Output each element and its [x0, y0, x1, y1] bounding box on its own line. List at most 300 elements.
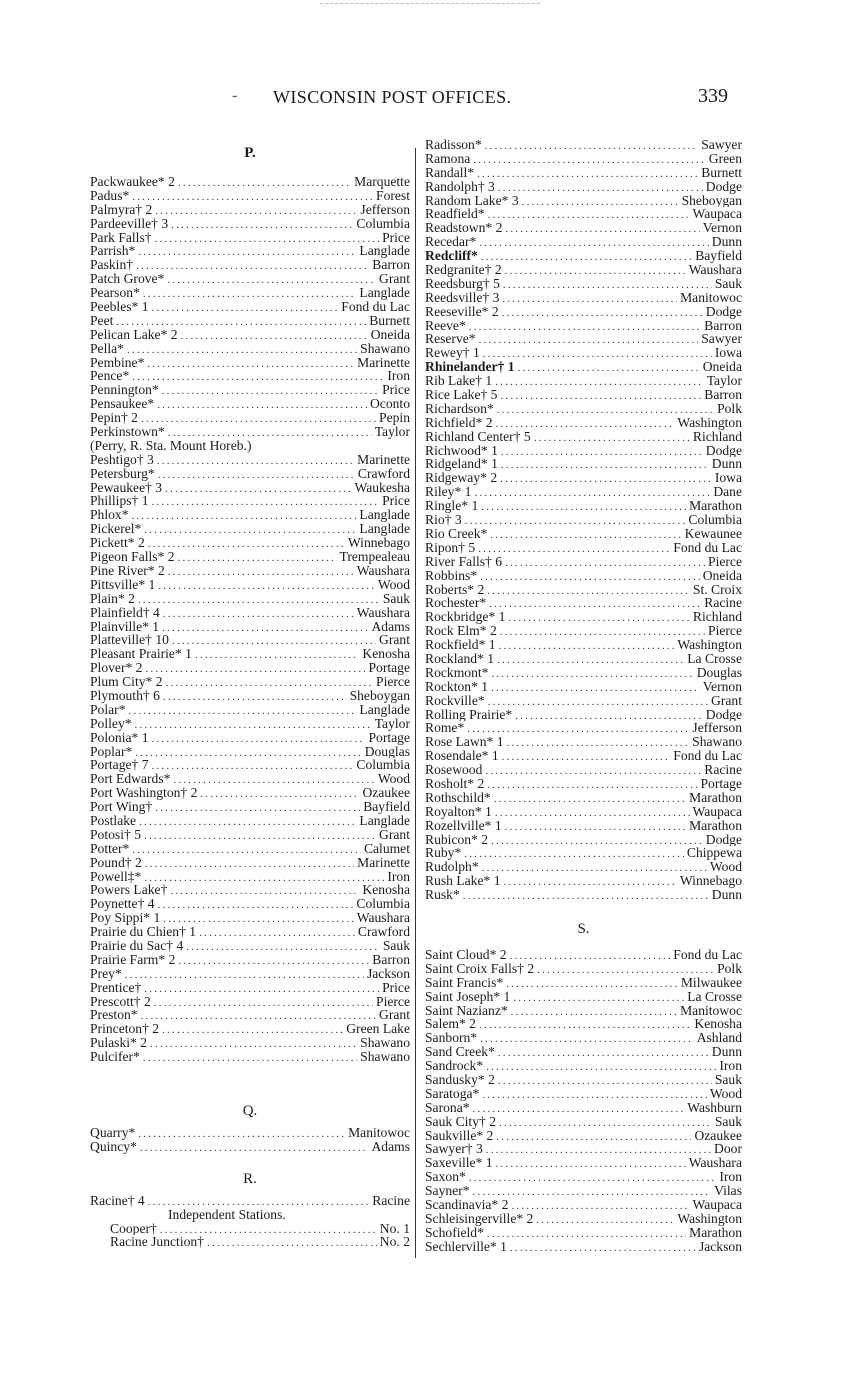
dot-leader [138, 594, 380, 606]
post-office-name: Schofield* [425, 1225, 484, 1240]
list-item [425, 1129, 742, 1143]
dot-leader [486, 1144, 711, 1156]
county-name: Dodge [705, 304, 742, 319]
county-name: Sawyer [701, 138, 742, 152]
list-item [90, 800, 410, 814]
post-office-name: Schleisingerville* 2 [425, 1211, 534, 1226]
list-item [90, 953, 410, 967]
dot-leader [505, 223, 699, 235]
dot-leader [200, 788, 359, 800]
list-item [90, 995, 410, 1009]
s-list [425, 948, 742, 1254]
post-office-name: Rome* [425, 721, 465, 736]
post-office-name: Racine† 4 [90, 1193, 145, 1208]
list-item [425, 976, 742, 990]
list-item [425, 860, 742, 874]
list-item [425, 555, 742, 569]
county-name: Barron [704, 388, 742, 402]
list-item [425, 1101, 742, 1115]
list-item [425, 430, 742, 444]
county-name: Portage [368, 730, 410, 745]
post-office-name: Postlake [90, 813, 137, 828]
county-name: Ozaukee [694, 1128, 742, 1143]
list-item [90, 342, 410, 356]
county-name: Grant [379, 827, 410, 842]
county-name: Kenosha [694, 1017, 742, 1032]
post-office-name: Plum City* 2 [90, 675, 163, 689]
dot-leader [158, 469, 355, 481]
post-office-name: Pittsville* 1 [90, 577, 156, 592]
dot-leader [132, 191, 373, 203]
county-name: Washington [677, 415, 742, 430]
post-office-name: Perkinstown* [90, 425, 165, 439]
list-item [425, 874, 742, 888]
list-item [425, 791, 742, 805]
post-office-name: Reedsville† 3 [425, 290, 500, 305]
dot-leader [178, 552, 337, 564]
dot-leader [148, 1196, 370, 1208]
list-item [90, 328, 410, 342]
county-name: Columbia [356, 897, 410, 912]
dot-leader [515, 710, 703, 722]
list-item [90, 745, 410, 759]
list-item [425, 846, 742, 860]
county-name: Shawano [360, 1050, 410, 1064]
list-item [425, 1087, 742, 1101]
county-name: Waushara [356, 605, 410, 620]
county-name: Polk [717, 961, 742, 976]
list-item [425, 948, 742, 962]
list-item [425, 360, 742, 374]
list-item [90, 203, 410, 217]
dot-leader [479, 237, 708, 249]
county-name: Sheboygan [349, 688, 410, 703]
dot-leader [483, 348, 712, 360]
list-item [425, 180, 742, 194]
list-item [425, 1059, 742, 1073]
post-office-name: Sandusky* 2 [425, 1073, 495, 1087]
post-office-name: Riley* 1 [425, 485, 472, 500]
post-office-name: Rusk* [425, 888, 460, 902]
post-office-name: Parrish* [90, 244, 136, 259]
post-office-name: Prairie du Chien† 1 [90, 925, 197, 939]
county-name: Pierce [376, 994, 410, 1009]
dot-leader [173, 774, 374, 786]
list-item [425, 305, 742, 319]
page-title: WISCONSIN POST OFFICES. [273, 87, 512, 107]
county-name: Barron [372, 258, 410, 273]
dot-leader [162, 385, 379, 397]
list-item [425, 596, 742, 610]
post-office-name: Padus* [90, 188, 130, 203]
independent-stations-heading: Independent Stations. [168, 1206, 286, 1222]
county-name: Dunn [711, 1045, 742, 1060]
county-name: Portage [700, 776, 742, 791]
post-office-name: Port Edwards* [90, 772, 171, 787]
post-office-name: Redcliff* [425, 249, 478, 264]
dot-leader [145, 663, 365, 675]
dot-leader [144, 983, 379, 995]
list-item [90, 925, 410, 939]
county-name: Iron [387, 369, 410, 384]
dot-leader [132, 510, 357, 522]
dot-leader [160, 1224, 377, 1236]
list-item [90, 606, 410, 620]
county-name: Waupaca [692, 207, 742, 222]
list-item [90, 897, 410, 911]
county-name: Ozaukee [362, 786, 410, 801]
list-item [425, 138, 742, 152]
list-item [90, 369, 410, 383]
list-item [90, 689, 410, 703]
list-item [425, 1226, 742, 1240]
racine-entry [90, 1194, 410, 1208]
list-item [90, 717, 410, 731]
list-item [90, 939, 410, 953]
county-name: Ashland [696, 1031, 742, 1046]
dot-leader [148, 538, 345, 550]
list-item [425, 749, 742, 763]
list-item [90, 244, 410, 258]
county-name: Fond du Lac [673, 947, 742, 962]
dot-leader [503, 279, 712, 291]
list-item [425, 1142, 742, 1156]
county-name: Kenosha [362, 647, 410, 662]
dot-leader [491, 668, 693, 680]
dot-leader [482, 1089, 707, 1101]
dot-leader [513, 992, 684, 1004]
post-office-name: Racine Junction† [110, 1235, 205, 1250]
county-name: Forest [376, 188, 410, 203]
list-item [425, 207, 742, 221]
county-name: Green Lake [346, 1022, 410, 1037]
dot-leader [502, 307, 703, 319]
post-office-name: Rozellville* 1 [425, 818, 502, 833]
post-office-name: Sauk City† 2 [425, 1114, 496, 1129]
list-item [90, 1126, 410, 1140]
post-office-name: Pickett* 2 [90, 536, 145, 551]
dot-leader [481, 251, 692, 263]
list-item [90, 620, 410, 634]
post-office-name: Radisson* [425, 138, 482, 152]
post-office-name: Plainfield† 4 [90, 605, 160, 620]
dot-leader [144, 872, 384, 884]
county-name: Waushara [356, 911, 410, 926]
county-name: Pierce [708, 554, 742, 569]
list-item [425, 833, 742, 847]
post-office-name: Prentice† [90, 980, 142, 995]
list-item [425, 291, 742, 305]
list-item [425, 610, 742, 624]
q-list [90, 1126, 410, 1154]
county-name: Marinette [357, 355, 410, 370]
dot-leader [474, 487, 710, 499]
list-item [90, 731, 410, 745]
dot-leader [504, 876, 677, 888]
list-item [90, 175, 410, 189]
post-office-name: Pleasant Prairie* 1 [90, 647, 192, 662]
p-list [90, 175, 410, 439]
list-item [90, 578, 410, 592]
dot-leader [125, 969, 364, 981]
dot-leader [496, 418, 675, 430]
county-name: Barron [704, 318, 742, 333]
county-name: Marathon [689, 818, 742, 833]
dot-leader [479, 1019, 691, 1031]
county-name: Manitowoc [348, 1126, 410, 1140]
list-item [90, 564, 410, 578]
post-office-name: Rewey† 1 [425, 346, 480, 361]
post-office-name: Polar* [90, 702, 126, 717]
county-name: Douglas [364, 744, 410, 759]
list-item [90, 883, 410, 897]
list-item [90, 675, 410, 689]
dot-leader [477, 168, 698, 180]
county-name: Wood [709, 1086, 742, 1101]
list-item [90, 772, 410, 786]
county-name: Polk [717, 401, 742, 416]
dot-leader [138, 246, 356, 258]
list-item [425, 708, 742, 722]
post-office-name: Recedar* [425, 235, 477, 250]
county-name: Winnebago [347, 536, 410, 551]
dot-leader [178, 177, 351, 189]
dot-leader [167, 274, 376, 286]
list-item [425, 990, 742, 1004]
post-office-name: Preston* [90, 1008, 138, 1023]
post-office-name: Princeton† 2 [90, 1022, 160, 1037]
dot-leader [143, 288, 357, 300]
county-name: Green [708, 151, 742, 166]
county-name: Langlade [359, 522, 410, 537]
list-item [425, 1115, 742, 1129]
county-name: Waupaca [692, 1198, 742, 1212]
county-name: Waushara [356, 563, 410, 578]
post-office-name: Poy Sippi* 1 [90, 911, 161, 926]
post-office-name: Poynette† 4 [90, 897, 155, 912]
list-item [425, 805, 742, 819]
list-item [90, 828, 410, 842]
county-name: Price [382, 230, 410, 245]
dot-leader [132, 844, 361, 856]
list-item [90, 481, 410, 495]
list-item [425, 888, 742, 902]
dot-leader [473, 1186, 712, 1198]
dot-leader [152, 760, 354, 772]
list-item [90, 425, 410, 439]
dot-leader [135, 747, 361, 759]
post-office-name: Prescott† 2 [90, 994, 151, 1009]
list-item [425, 1031, 742, 1045]
county-name: Dodge [705, 832, 742, 847]
post-office-name: Plymouth† 6 [90, 688, 160, 703]
dot-leader [482, 862, 707, 874]
dot-leader [144, 524, 356, 536]
dot-leader [172, 635, 376, 647]
post-office-name: Salem* 2 [425, 1017, 476, 1032]
county-name: Pierce [376, 675, 410, 689]
county-name: Sauk [382, 938, 410, 953]
list-item [110, 1222, 410, 1236]
list-item [90, 1008, 410, 1022]
dot-leader [465, 515, 686, 527]
post-office-name: Ringle* 1 [425, 499, 479, 514]
post-office-name: Ripon† 5 [425, 540, 476, 555]
dot-leader [500, 626, 705, 638]
post-office-name: Pickerel* [90, 522, 142, 537]
list-item [425, 527, 742, 541]
post-office-name: Randall* [425, 165, 475, 180]
list-item [425, 1184, 742, 1198]
list-item [90, 1194, 410, 1208]
dot-leader [168, 566, 354, 578]
county-name: Wood [377, 772, 410, 787]
list-item [425, 235, 742, 249]
dot-leader [485, 140, 699, 152]
dot-leader [501, 459, 709, 471]
dot-leader [505, 821, 687, 833]
list-item [90, 1140, 410, 1154]
post-office-name: Roberts* 2 [425, 582, 485, 597]
dot-leader [132, 371, 384, 383]
county-name: Racine [704, 596, 742, 611]
post-office-name: Potter* [90, 841, 130, 856]
county-name: Dodge [705, 443, 742, 458]
post-office-name: Ramona [425, 151, 471, 166]
list-item [425, 694, 742, 708]
dot-leader [154, 997, 373, 1009]
post-office-name: Pigeon Falls* 2 [90, 550, 175, 564]
list-item [90, 314, 410, 328]
dot-leader [152, 496, 380, 508]
post-office-name: Richardson* [425, 401, 494, 416]
county-name: Bayfield [363, 800, 410, 814]
dot-leader [139, 816, 356, 828]
dot-leader [499, 640, 675, 652]
county-name: Grant [379, 272, 410, 287]
county-name: Langlade [359, 244, 410, 259]
dot-leader [488, 696, 708, 708]
dot-leader [464, 848, 684, 860]
list-item [425, 1156, 742, 1170]
list-item [90, 1036, 410, 1050]
dot-leader [158, 580, 375, 592]
dot-leader [496, 1131, 691, 1143]
county-name: Crawford [357, 925, 410, 939]
county-name: Waupaca [692, 804, 742, 819]
post-office-name: Port Washington† 2 [90, 786, 198, 801]
post-office-name: Sarona* [425, 1100, 470, 1115]
right-column [425, 138, 742, 1254]
post-office-name: Rib Lake† 1 [425, 374, 493, 389]
list-item [425, 541, 742, 555]
post-office-name: Phillips† 1 [90, 494, 149, 509]
list-item [425, 152, 742, 166]
dot-leader [534, 432, 690, 444]
list-item [90, 383, 410, 397]
post-office-name: Cooper† [110, 1221, 157, 1236]
post-office-name: Rochester* [425, 596, 487, 611]
county-name: Shawano [360, 341, 410, 356]
post-office-name: Polley* [90, 716, 132, 731]
list-item [425, 1240, 742, 1254]
dot-leader [155, 802, 360, 814]
list-item [425, 374, 742, 388]
section-heading-p: P. [244, 145, 256, 161]
county-name: Pepin [379, 411, 410, 426]
county-name: Fond du Lac [673, 540, 742, 555]
list-item [425, 1198, 742, 1212]
post-office-name: Pembine* [90, 355, 145, 370]
list-item [425, 962, 742, 976]
list-item [425, 499, 742, 513]
post-office-name: Packwaukee* 2 [90, 175, 175, 189]
post-office-name: Powers Lake† [90, 883, 168, 898]
post-office-name: Rockville* [425, 693, 485, 708]
county-name: Marinette [357, 452, 410, 467]
county-name: Sawyer [701, 332, 742, 347]
county-name: Langlade [359, 286, 410, 301]
post-office-name: Platteville† 10 [90, 633, 169, 648]
county-name: Oconto [369, 397, 410, 412]
post-office-name: Sanborn* [425, 1031, 478, 1046]
post-office-name: Saint Francis* [425, 975, 504, 990]
list-item [425, 721, 742, 735]
list-item [90, 258, 410, 272]
list-item [90, 397, 410, 411]
dot-leader [195, 649, 359, 661]
county-name: Barron [372, 952, 410, 967]
county-name: No. 2 [379, 1235, 410, 1250]
list-item [90, 647, 410, 661]
section-heading-s: S. [577, 920, 590, 937]
dot-leader [467, 723, 689, 735]
post-office-name: Pulcifer* [90, 1050, 140, 1064]
post-office-name: Rosendale* 1 [425, 749, 499, 764]
post-office-name: Patch Grove* [90, 272, 165, 287]
county-name: Kenosha [362, 883, 410, 898]
dot-leader [152, 302, 339, 314]
dot-leader [505, 557, 705, 569]
list-item [90, 411, 410, 425]
dot-leader [145, 858, 354, 870]
dot-leader [511, 1200, 689, 1212]
county-name: Columbia [356, 216, 410, 231]
post-office-name: Reserve* [425, 332, 476, 347]
county-name: Marathon [689, 790, 742, 805]
list-item [425, 388, 742, 402]
county-name: Bayfield [695, 249, 742, 264]
list-item [90, 592, 410, 606]
list-item [90, 1050, 410, 1064]
list-item [90, 522, 410, 536]
post-office-name: Rosholt* 2 [425, 776, 485, 791]
dot-leader [510, 950, 671, 962]
list-item [90, 550, 410, 564]
dot-leader [497, 404, 714, 416]
post-office-name: Richwood* 1 [425, 443, 498, 458]
dot-leader [178, 955, 369, 967]
post-office-name: Pound† 2 [90, 855, 142, 870]
post-office-name: Sawyer† 3 [425, 1142, 483, 1157]
list-item [425, 819, 742, 833]
county-name: Marathon [689, 499, 742, 514]
dot-leader [141, 413, 376, 425]
post-office-name: Saratoga* [425, 1086, 480, 1101]
county-name: Trempealeau [339, 550, 410, 564]
post-office-name: Rush Lake* 1 [425, 874, 501, 889]
post-office-name: Plain* 2 [90, 591, 135, 606]
